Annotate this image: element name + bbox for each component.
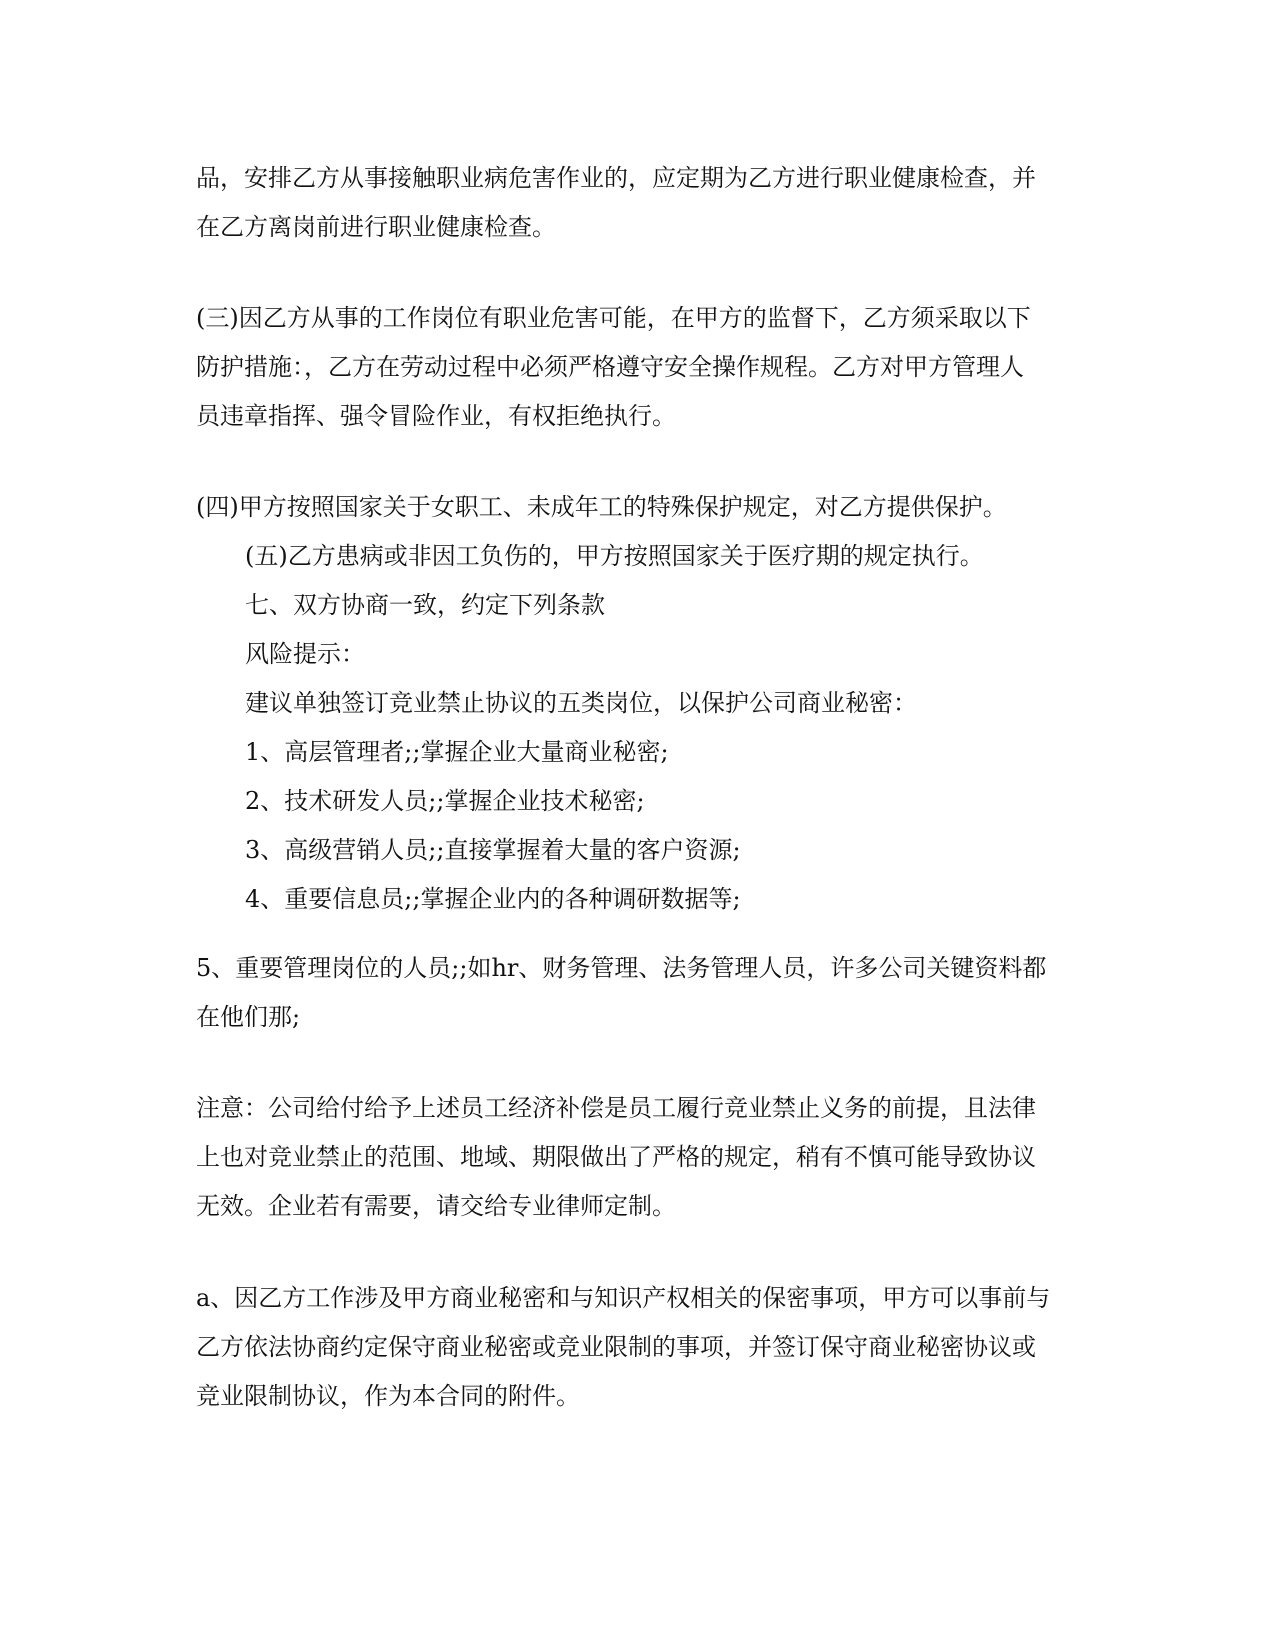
- risk-label: 风险提示：: [245, 640, 365, 668]
- text-line: (三)因乙方从事的工作岗位有职业危害可能，在甲方的监督下，乙方须采取以下: [196, 304, 1031, 332]
- list-item: 4、重要信息员;;掌握企业内的各种调研数据等;: [245, 885, 741, 913]
- text-line: 防护措施：，乙方在劳动过程中必须严格遵守安全操作规程。乙方对甲方管理人: [196, 353, 1024, 381]
- text-line: 品，安排乙方从事接触职业病危害作业的，应定期为乙方进行职业健康检查，并: [196, 164, 1036, 192]
- paragraph-health-check: [196, 154, 1096, 252]
- list-item: 1、高层管理者;;掌握企业大量商业秘密;: [245, 738, 669, 766]
- paragraph-notice: [196, 1084, 1096, 1231]
- text-line: 员违章指挥、强令冒险作业，有权拒绝执行。: [196, 402, 676, 430]
- text-line: 在他们那;: [196, 1003, 301, 1031]
- text-line: 注意：公司给付给予上述员工经济补偿是员工履行竞业禁止义务的前提，且法律: [196, 1094, 1036, 1122]
- paragraph-item-5: [196, 944, 1096, 1042]
- paragraph-clause-3: [196, 294, 1096, 441]
- text-line: (四)甲方按照国家关于女职工、未成年工的特殊保护规定，对乙方提供保护。: [196, 493, 1007, 521]
- text-line: 建议单独签订竞业禁止协议的五类岗位，以保护公司商业秘密：: [245, 689, 917, 717]
- text-line: (五)乙方患病或非因工负伤的，甲方按照国家关于医疗期的规定执行。: [245, 542, 984, 570]
- text-line: 乙方依法协商约定保守商业秘密或竞业限制的事项，并签订保守商业秘密协议或: [196, 1333, 1036, 1361]
- paragraph-clause-a: [196, 1274, 1096, 1421]
- text-line: a、因乙方工作涉及甲方商业秘密和与知识产权相关的保密事项，甲方可以事前与: [196, 1284, 1051, 1312]
- list-item: 2、技术研发人员;;掌握企业技术秘密;: [245, 787, 645, 815]
- text-line: 上也对竞业禁止的范围、地域、期限做出了严格的规定，稍有不慎可能导致协议: [196, 1143, 1036, 1171]
- paragraph-clause-4-and-risk: [196, 483, 1096, 924]
- text-line: 无效。企业若有需要，请交给专业律师定制。: [196, 1192, 676, 1220]
- list-item: 5、重要管理岗位的人员;;如hr、财务管理、法务管理人员，许多公司关键资料都: [196, 954, 1047, 982]
- section-heading: 七、双方协商一致，约定下列条款: [245, 591, 605, 619]
- text-line: 竞业限制协议，作为本合同的附件。: [196, 1382, 580, 1410]
- list-item: 3、高级营销人员;;直接掌握着大量的客户资源;: [245, 836, 741, 864]
- text-line: 在乙方离岗前进行职业健康检查。: [196, 213, 556, 241]
